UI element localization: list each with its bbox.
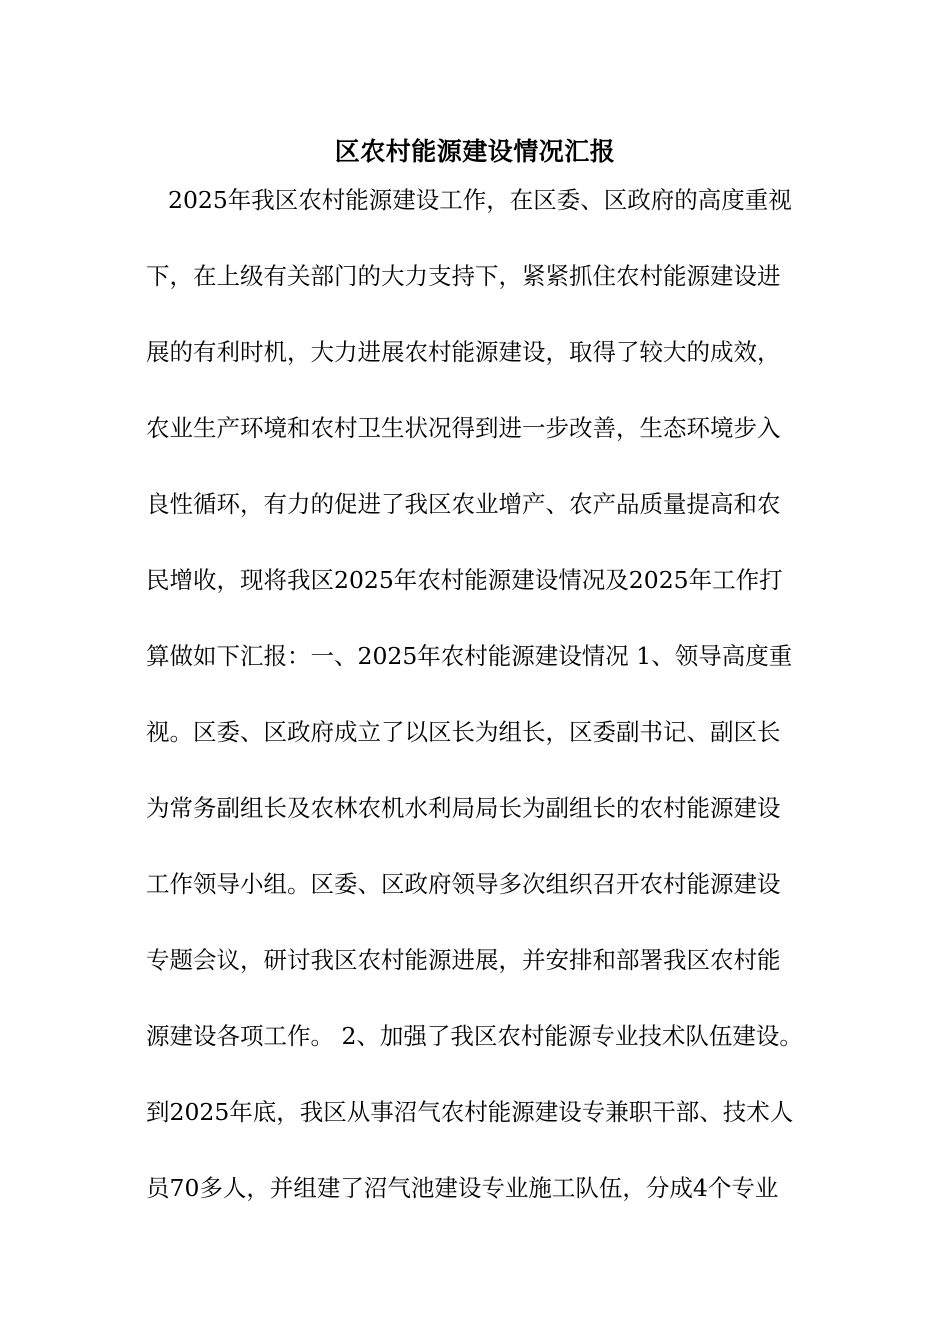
paragraph-line: 农业生产环境和农村卫生状况得到进一步改善，生态环境步入: [146, 414, 781, 442]
document-body: [146, 180, 836, 1244]
paragraph-line: 下，在上级有关部门的大力支持下，紧紧抓住农村能源建设进: [146, 262, 781, 290]
paragraph-line: 员70多人，并组建了沼气池建设专业施工队伍，分成4个专业: [146, 1174, 779, 1202]
paragraph-line: 专题会议，研讨我区农村能源进展，并安排和部署我区农村能: [146, 946, 781, 974]
paragraph-line: 为常务副组长及农林农机水利局局长为副组长的农村能源建设: [146, 794, 781, 822]
paragraph-line: 展的有利时机，大力进展农村能源建设，取得了较大的成效，: [146, 338, 781, 366]
document-title: 区农村能源建设情况汇报: [334, 137, 616, 166]
paragraph-line: 工作领导小组。区委、区政府领导多次组织召开农村能源建设: [146, 870, 781, 898]
paragraph-line: 源建设各项工作。 2、加强了我区农村能源专业技术队伍建设。: [146, 1022, 803, 1050]
paragraph-line: 算做如下汇报：一、2025年农村能源建设情况 1、领导高度重: [146, 642, 793, 670]
paragraph-line: 到2025年底，我区从事沼气农村能源建设专兼职干部、技术人: [146, 1098, 794, 1126]
paragraph-line: 2025年我区农村能源建设工作，在区委、区政府的高度重视: [168, 186, 792, 214]
paragraph-line: 视。区委、区政府成立了以区长为组长，区委副书记、副区长: [146, 718, 781, 746]
paragraph-line: 民增收，现将我区2025年农村能源建设情况及2025年工作打: [146, 566, 783, 594]
paragraph-line: 良性循环，有力的促进了我区农业增产、农产品质量提高和农: [146, 490, 781, 518]
